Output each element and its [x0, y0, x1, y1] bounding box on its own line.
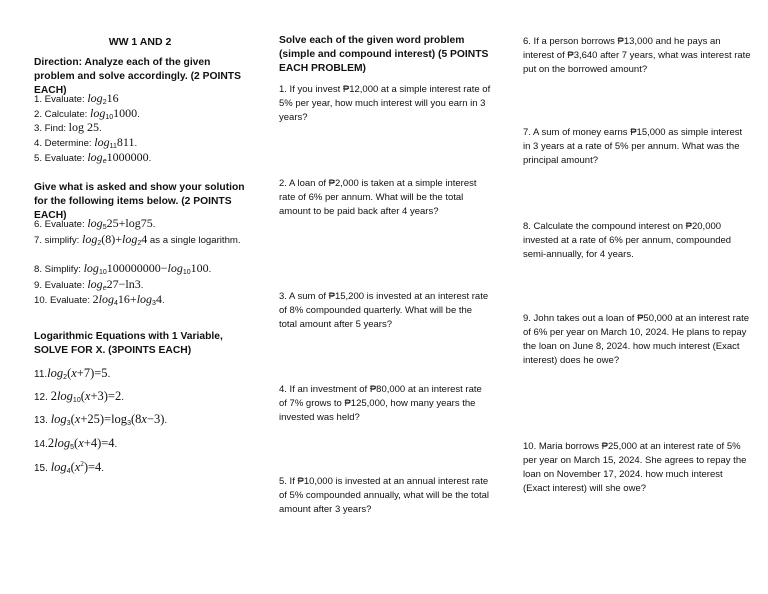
equation-12: 12. $2\log_{10}(x+3)=2$.: [34, 389, 124, 404]
problem-8: 8. Calculate the compound interest on ₱20,000 invested at a rate of 6% per annum, compounded semi-annually, for 4 years.: [523, 221, 732, 260]
item-5: 5. Evaluate: $\log_e1000000$.: [34, 150, 152, 165]
item-3-expression: log 25: [68, 120, 100, 134]
column-logarithms: [34, 0, 246, 594]
equation-12-expression: 2: [50, 389, 57, 403]
worksheet-title: WW 1 AND 2: [108, 36, 172, 48]
equation-11: $11.\log_2(x+7)=5$.: [34, 366, 111, 381]
item-4: 4. Determine: $\log_{11}811$.: [34, 135, 138, 150]
word-problems-heading: Solve each of the given word problem (simple and compound interest) (5 POINTS EACH PROBLEM): [279, 35, 489, 74]
column-word-problems-a: [279, 0, 491, 594]
item-1: 1. Evaluate: $\log_216$: [34, 91, 119, 106]
problem-9: 9. John takes out a loan of ₱50,000 at an interest rate of 6% per year on March 10, 2024. He plans to repay the loan on June 8, 2024. how much interest (Exact interest) does he owe?: [523, 313, 750, 366]
problem-5: 5. If ₱10,000 is invested at an annual interest rate of 5% compounded annually, what will be the total amount after 3 years?: [279, 476, 490, 515]
problem-2: 2. A loan of ₱2,000 is taken at a simple interest rate of 6% per annum. What will be the total amount to be paid back after 4 years?: [279, 178, 477, 217]
equation-11-expression: log: [47, 366, 64, 380]
problem-7: 7. A sum of money earns ₱15,000 as simple interest in 3 years at a rate of 5% per annum. What was the principal amount?: [523, 127, 743, 166]
problem-4: 4. If an investment of ₱80,000 at an interest rate of 7% grows to ₱125,000, how many years the invested was held?: [279, 384, 482, 423]
item-7-expression: log: [81, 232, 98, 246]
item-9-expression: log: [87, 277, 103, 291]
column-word-problems-b: [523, 0, 751, 594]
problem-10: 10. Maria borrows ₱25,000 at an interest rate of 5% per year on March 15, 2024. She agrees to repay the loan on November 17, 2024. how much interest (Exact interest) will she owe?: [523, 441, 747, 494]
item-3: 3. Find: log 25.: [34, 120, 102, 134]
equation-15-expression: log: [50, 460, 67, 474]
equation-13-expression: log: [50, 412, 67, 426]
item-8-expression: log: [83, 261, 99, 275]
item-8: 8. Simplify: $\log_{10}100000000-\log_{10}100$.: [34, 261, 212, 276]
equation-14: $14.2\log_5(x+4)=4$.: [34, 436, 118, 451]
item-6: 6. Evaluate: $\log_525+\log 75$.: [34, 216, 156, 231]
problem-3: 3. A sum of ₱15,200 is invested at an interest rate of 8% compounded quarterly. What will be the total amount after 5 years?: [279, 291, 489, 330]
item-6-expression: log: [87, 216, 103, 230]
equation-13: 13. $\log_3(x+25)=\log_3(8x-3)$.: [34, 412, 168, 427]
equation-15: 15. $\log_4(x^2)=4$.: [34, 460, 105, 475]
item-4-expression: log: [94, 135, 110, 149]
equation-14-expression: 2: [47, 436, 55, 450]
problem-1: 1. If you invest ₱12,000 at a simple interest rate of 5% per year, how much interest will you earn in 3 years?: [279, 84, 491, 123]
item-5-expression: log: [87, 150, 103, 164]
item-10: 10. Evaluate: $2\log_416+\log_34$.: [34, 292, 165, 307]
section1-heading: Direction: Analyze each of the given problem and solve accordingly. (2 POINTS EACH): [34, 57, 241, 96]
item-9: 9. Evaluate: $\log_e27-\ln 3$.: [34, 277, 144, 292]
item-10-expression: 2: [92, 292, 99, 306]
item-2: 2. Calculate: $\log_{10}1000$.: [34, 106, 140, 121]
section3-heading: Logarithmic Equations with 1 Variable, SOLVE FOR X. (3POINTS EACH): [34, 331, 223, 356]
section2-heading: Give what is asked and show your solution for the following items below. (2 POINTS EACH): [34, 182, 245, 221]
problem-6: 6. If a person borrows ₱13,000 and he pays an interest of ₱3,640 after 7 years, what was interest rate put on the borrowed amount?: [523, 36, 751, 75]
item-2-expression: log: [90, 106, 106, 120]
item-1-expression: log: [87, 91, 103, 105]
item-7: 7. simplify: $\log_2(8)+\log_24$ as a single logarithm.: [34, 232, 241, 247]
